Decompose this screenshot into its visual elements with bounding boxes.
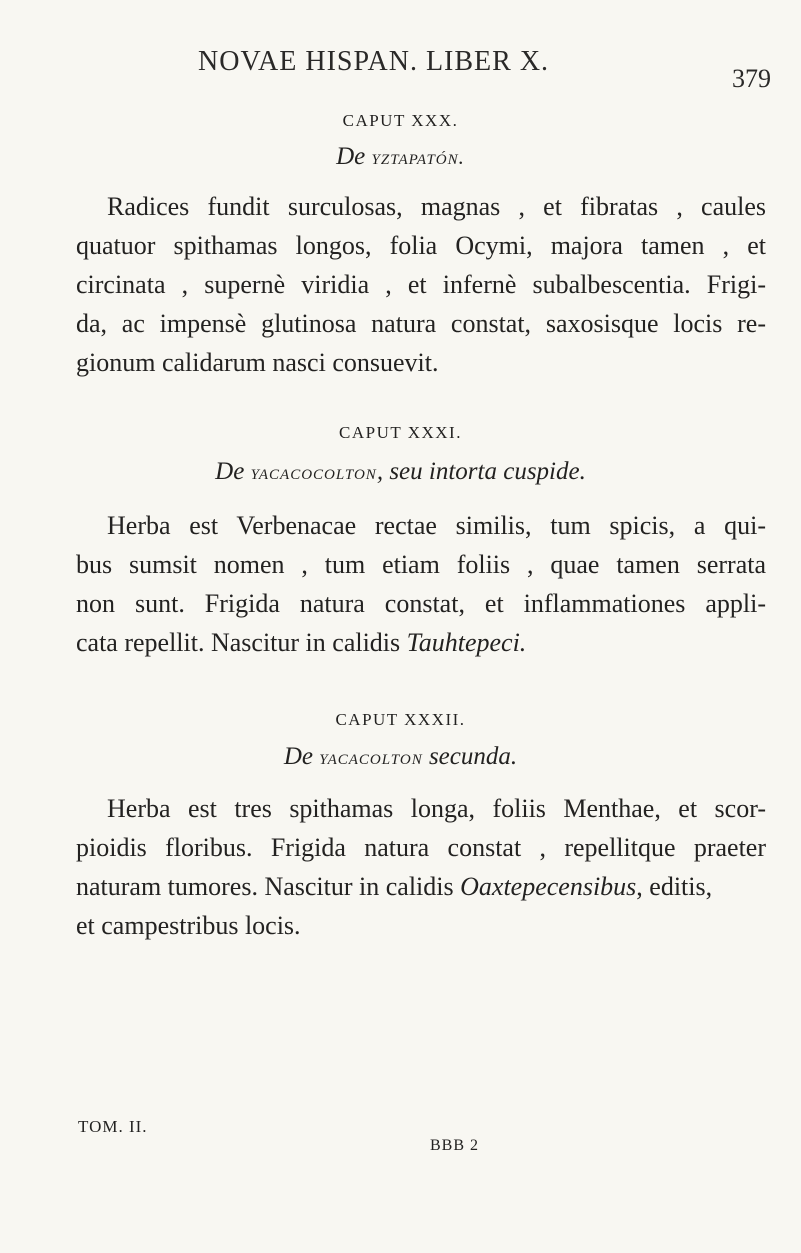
chapter-title: [0, 743, 801, 771]
title-rest: , seu intorta cuspide.: [376, 458, 586, 485]
signature-mark: BBB 2: [430, 1137, 480, 1154]
chapter-paragraph: [76, 187, 766, 382]
line-text: cata repellit. Nascitur in calidis: [76, 628, 401, 657]
chapter-title: [0, 458, 801, 486]
text-line: circinata , supernè viridia , et infernè subalbescentia. Frigi-: [76, 270, 766, 299]
text-line: Herba est tres spithamas longa, foliis Menthae, et scor-: [107, 794, 766, 823]
line-text: naturam tumores. Nascitur in calidis: [76, 872, 454, 901]
text-line: [76, 867, 766, 906]
place-name: Oaxtepecensibus: [460, 872, 637, 901]
chapter-heading: CAPUT XXX.: [342, 111, 459, 130]
text-line: da, ac impensè glutinosa natura constat, saxosisque locis re-: [76, 309, 766, 338]
chapter-heading: CAPUT XXXI.: [339, 423, 462, 442]
line-text: , editis,: [636, 872, 713, 901]
text-line: bus sumsit nomen , tum etiam foliis , quae tamen serrata: [76, 550, 766, 579]
chapter-paragraph: [76, 506, 766, 662]
volume-label: TOM. II.: [78, 1117, 148, 1136]
title-de: De: [215, 458, 245, 485]
title-de: De: [336, 143, 366, 170]
title-rest: secunda.: [428, 743, 518, 770]
chapter-heading: CAPUT XXXII.: [335, 710, 466, 729]
place-name: Tauhtepeci.: [406, 628, 527, 657]
text-line: gionum calidarum nasci consuevit.: [76, 348, 439, 377]
text-line: [76, 623, 766, 662]
page-number: 379: [732, 64, 771, 93]
title-plant-name: yacacocolton: [250, 460, 377, 484]
chapter-paragraph: [76, 789, 766, 945]
text-line: Herba est Verbenacae rectae similis, tum spicis, a qui-: [107, 511, 766, 540]
text-line: quatuor spithamas longos, folia Ocymi, majora tamen , et: [76, 231, 766, 260]
title-de: De: [283, 743, 314, 770]
running-head: NOVAE HISPAN. LIBER X.: [198, 46, 550, 77]
chapter-title: [0, 143, 801, 171]
text-line: non sunt. Frigida natura constat, et inflammationes appli-: [76, 589, 766, 618]
text-line: Radices fundit surculosas, magnas , et fibratas , caules: [107, 192, 766, 221]
title-plant-name: yacacolton: [319, 745, 423, 769]
text-line: et campestribus locis.: [76, 911, 301, 940]
title-plant-name: yztapatón.: [371, 145, 465, 169]
text-line: pioidis floribus. Frigida natura constat , repellitque praeter: [76, 833, 766, 862]
